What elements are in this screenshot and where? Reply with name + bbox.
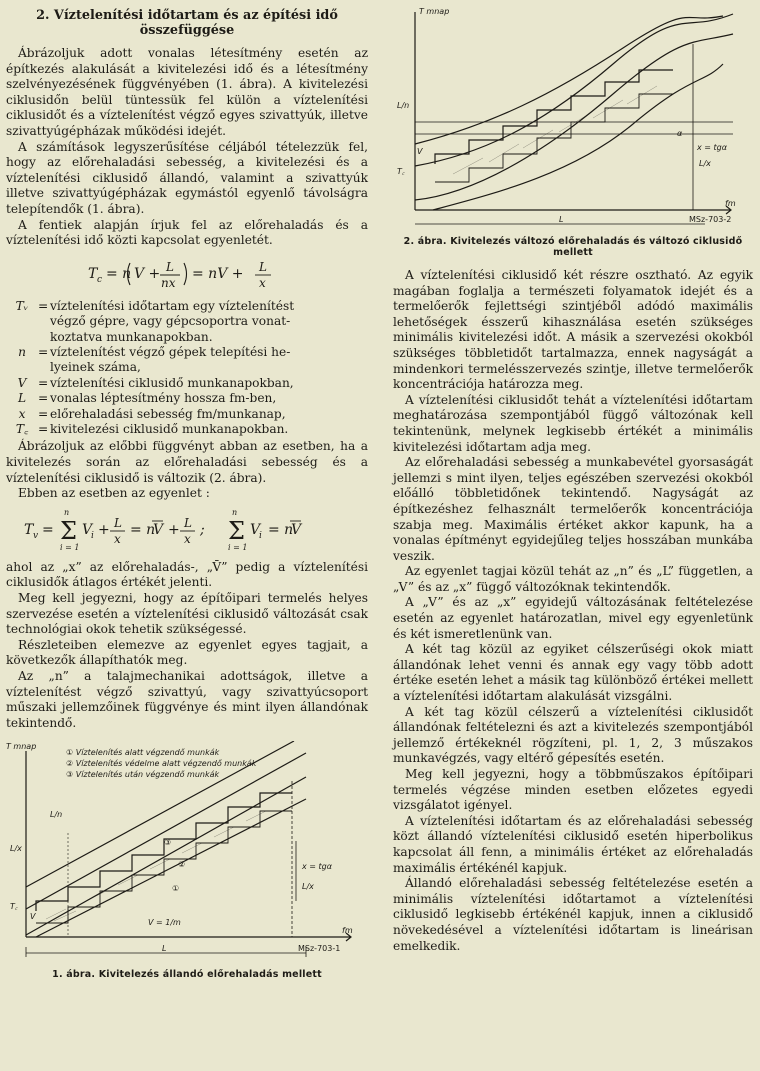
paragraph: Az előrehaladási sebesség a munkabevétel gyorsaságát jellemzi s mint ilyen, teljes egészében szervezési okokból előálló többletidőnek tekintendő. Nagyságát az építkezéshez felhasznált termelőerők koncentrációja szabja meg. Maximális értéket akkor kapunk, ha a vonalas építményt egyidejűleg teljes hosszában munkába veszik. <box>393 455 753 563</box>
svg-text:n: n <box>64 507 70 517</box>
definition-text: előrehaladási sebesség fm/munkanap, <box>50 406 286 421</box>
fig1-label-tg: x = tgα <box>302 862 333 872</box>
definition-equals: = <box>38 391 49 406</box>
svg-text:L: L <box>166 259 174 274</box>
paragraph: A „V” és az „x” egyidejű változásának feltételezése esetén az egyenlet határozatlan, mivel egy egyenletünk és két ismeretlenünk van. <box>393 595 753 641</box>
paragraph: A víztelenítési ciklusidőt tehát a víztelenítési időtartam meghatározása szempontjából függő változónak kell tekintenünk, melynek legkisebb értékét a minimális kivitelezési időtartam adja meg. <box>393 392 753 454</box>
definition-text: vonalas léptesítmény hossza fm-ben, <box>50 391 277 406</box>
definition-equals: = <box>38 298 49 313</box>
equation-1 <box>6 253 368 293</box>
left-column <box>6 0 368 980</box>
svg-text:L: L <box>259 259 267 274</box>
svg-text:Σ: Σ <box>60 516 77 545</box>
svg-text:V: V <box>291 521 302 538</box>
svg-text:+: + <box>168 521 180 538</box>
fig1-ylabel: T mnap <box>6 742 37 752</box>
paragraph: A víztelenítési ciklusidő két részre osztható. Az egyik magában foglalja a természeti folyamatok idejét és a termelőerők fejlettségi szintjéből adódó maximális lehetőségek ésszerű kihasználása esetén szükséges minimális kivitelezési időt. A másik a szervezési okokból szükséges többletidőt tartalmazza, ennek nagyságát a mindenkori termelésszervezés szintje, illetve termelőerők koncentrációja határozza meg. <box>393 268 753 392</box>
paragraph: Meg kell jegyezni, hogy a többműszakos építőipari termelés végzése minden esetben előzetes egyedi vizsgálatot igényel. <box>393 767 753 813</box>
paragraph: Ábrázoljuk az előbbi függvényt abban az esetben, ha a kivitelezés során az előrehaladási sebesség és a víztelenítési ciklusidő is változik (2. ábra). <box>6 439 368 485</box>
fig2-label-l-over-x: L/x <box>699 159 711 168</box>
paragraph: Az „n” a talajmechanikai adottságok, illetve a víztelenítést végző szivattyú, vagy szivattyúcsoport műszaki jellemzőinek függvénye és mint ilyen állandónak tekintendő. <box>6 668 368 730</box>
fig1-label-v: V <box>30 912 36 922</box>
figure-2-caption: 2. ábra. Kivitelezés változó előrehaladás és változó ciklusidő mellett <box>403 236 743 258</box>
svg-text:Σ: Σ <box>228 516 245 545</box>
paragraph: Ebben az esetben az egyenlet : <box>18 486 210 501</box>
fig2-label-v: V <box>417 147 423 156</box>
fig1-label-fm: fm <box>342 926 353 936</box>
fig1-legend-1: ① Víztelenítés alatt végzendő munkák <box>66 748 220 758</box>
equation-2-graphic <box>6 506 368 554</box>
definition-equals: = <box>38 375 49 390</box>
fig1-stamp: MSz-703-1 <box>298 944 341 954</box>
fig1-label-v-eq: V = 1/m <box>148 918 181 928</box>
definition-row <box>6 330 368 345</box>
fig1-label-l: L <box>162 944 167 954</box>
equation-1-graphic <box>6 253 368 293</box>
definition-equals: = <box>38 421 49 436</box>
svg-text:;: ; <box>200 521 205 538</box>
definition-text: víztelenítést végző gépek telepítési he- <box>50 344 291 359</box>
svg-text:= n: = n <box>106 265 132 282</box>
fig1-zone-1: ① <box>172 884 180 894</box>
paragraph: ahol az „x” az előrehaladás-, „V̄” pedig a víztelenítési ciklusidők átlagos értékét jelenti. <box>6 559 368 590</box>
equation-2 <box>6 506 368 554</box>
svg-text:i: i <box>91 530 94 541</box>
svg-text:c: c <box>97 274 103 285</box>
paragraph: Ábrázoljuk adott vonalas létesítmény esetén az építkezés alakulását a kivitelezési idő és a létesítmény szelvényezésének függvényében (1. ábra). A kivitelezési ciklusidőn belül tüntessük fel külön a víztelenítési ciklusidőt és a víztelenítést végző egyes szivattyúk, illetve szivattyúgépházak működési idejét. <box>6 46 368 138</box>
definition-symbol: x <box>18 406 26 421</box>
svg-text:T: T <box>88 265 98 282</box>
svg-text:nx: nx <box>161 275 176 290</box>
definition-row <box>6 314 368 329</box>
fig1-label-tc: T꜀ <box>10 902 18 912</box>
fig1-label-l-over-x: L/x <box>10 844 22 854</box>
fig2-label-alpha: α <box>677 129 683 138</box>
paragraph: Állandó előrehaladási sebesség feltételezése esetén a minimális víztelenítési időtartamot a víztelenítési ciklusidő legkisebb értékénél kapjuk, innen a ciklusidő növekedésével a víztelenítési időtartam is lineárisan emelkedik. <box>393 876 753 953</box>
fig2-label-tc: T꜀ <box>397 167 405 176</box>
svg-text:V: V <box>82 521 93 538</box>
paragraph: A számítások legyszerűsítése céljából tételezzük fel, hogy az előrehaladási sebesség, a kivitelezési és a víztelenítési ciklusidő állandó, valamint a szivattyúk illetve szivattyúgépházak egymástól egyenlő távolságra telepítendők (1. ábra). <box>6 139 368 216</box>
paragraph: Meg kell jegyezni, hogy az építőipari termelés helyes szervezése esetén a víztelenítési ciklusidő változását csak technológiai okok tehetik szükségessé. <box>6 590 368 637</box>
figure-2 <box>393 4 753 258</box>
definition-text: végző gépre, vagy gépcsoportra vonat- <box>50 314 291 329</box>
definition-row <box>6 422 368 437</box>
svg-text:=: = <box>42 521 54 538</box>
svg-text:V +: V + <box>134 265 161 282</box>
definition-text: koztatva munkanapokban. <box>50 329 213 344</box>
svg-text:V: V <box>250 521 261 538</box>
right-column <box>393 0 753 954</box>
fig1-zone-3: ③ <box>164 838 172 848</box>
definition-equals: = <box>38 344 49 359</box>
definition-equals: = <box>38 406 49 421</box>
fig2-label-l: L <box>559 215 564 224</box>
fig2-stamp: MSz-703-2 <box>689 215 732 224</box>
svg-text:n: n <box>232 507 238 517</box>
definition-text: kivitelezési ciklusidő munkanapokban. <box>50 421 289 436</box>
definition-row <box>6 299 368 314</box>
svg-text:V: V <box>153 521 164 538</box>
svg-text:= n: = n <box>268 521 294 538</box>
paragraph: A két tag közül célszerű a víztelenítési ciklusidőt állandónak feltételezni és azt a kivitelezés szempontjából jellemző értékeknél rögzíteni, pl. 1, 2, 3 műszakos munkavégzés, vagy eltérő gépesítés esetén. <box>393 704 753 766</box>
svg-text:= nV +: = nV + <box>192 265 244 282</box>
definition-row <box>6 391 368 406</box>
svg-text:i: i <box>259 530 262 541</box>
definition-text: víztelenítési időtartam egy víztelenítést <box>50 298 295 313</box>
fig2-label-fm: fm <box>725 199 736 208</box>
definition-symbol: Tᵥ <box>15 298 29 313</box>
section-title: 2. Víztelenítési időtartam és az építési idő összefüggése <box>36 8 338 38</box>
definitions-list <box>6 299 368 438</box>
svg-text:= n: = n <box>130 521 156 538</box>
paragraph: A fentiek alapján írjuk fel az előrehaladás és a víztelenítési idő közti kapcsolat egyenletét. <box>6 217 368 248</box>
svg-text:i = 1: i = 1 <box>60 542 80 552</box>
fig1-legend-3: ③ Víztelenítés után végzendő munkák <box>66 770 220 780</box>
svg-text:L: L <box>114 515 122 530</box>
definition-symbol: n <box>18 344 26 359</box>
svg-text:x: x <box>184 531 191 546</box>
definition-symbol: V <box>17 375 27 390</box>
definition-row <box>6 360 368 375</box>
svg-text:L: L <box>184 515 192 530</box>
definition-row <box>6 376 368 391</box>
definition-text: lyeinek száma, <box>50 360 141 375</box>
svg-text:x: x <box>259 275 266 290</box>
definition-text: víztelenítési ciklusidő munkanapokban, <box>50 375 294 390</box>
figure-1-caption: 1. ábra. Kivitelezés állandó előrehaladás mellett <box>52 969 322 981</box>
fig2-label-tg: x = tgα <box>697 143 728 152</box>
fig1-label-l-over-x-right: L/x <box>302 882 314 892</box>
paragraph: A két tag közül az egyiket célszerűségi okok miatt állandónak lehet venni és annak egy vagy több adott értéke esetén lehet a másik tag különböző értékei mellett a víztelenítési időtartam alakulását vizsgálni. <box>393 642 753 704</box>
definition-row <box>6 345 368 360</box>
fig1-label-l-over-n: L/n <box>50 810 63 820</box>
figure-1-diagram <box>6 741 368 965</box>
definition-symbol: L <box>17 391 27 406</box>
svg-text:i = 1: i = 1 <box>228 542 248 552</box>
svg-text:+: + <box>98 521 110 538</box>
fig1-legend-2: ② Víztelenítés védelme alatt végzendő munkák <box>66 759 257 769</box>
definition-symbol: T꜀ <box>15 421 29 436</box>
definition-row <box>6 407 368 422</box>
paragraph: A víztelenítési időtartam és az előrehaladási sebesség közt állandó víztelenítési ciklusidő esetén hiperbolikus kapcsolat áll fenn, a minimális értéket az előrehaladás maximális értékénél kapjuk. <box>393 813 753 875</box>
figure-2-diagram <box>393 4 753 232</box>
fig2-ylabel: T mnap <box>419 7 450 16</box>
paragraph: Részleteiben elemezve az egyenlet egyes tagjait, a következők állapíthatók meg. <box>6 637 368 668</box>
svg-text:T: T <box>24 521 34 538</box>
fig1-zone-2: ② <box>178 860 186 870</box>
svg-text:x: x <box>114 531 121 546</box>
fig2-label-l-over-n: L/n <box>397 101 410 110</box>
paragraph: Az egyenlet tagjai közül tehát az „n” és „L” független, a „V” és az „x” függő változóknak tekintendők. <box>393 564 753 594</box>
figure-1 <box>6 741 368 980</box>
svg-text:v: v <box>33 530 39 541</box>
